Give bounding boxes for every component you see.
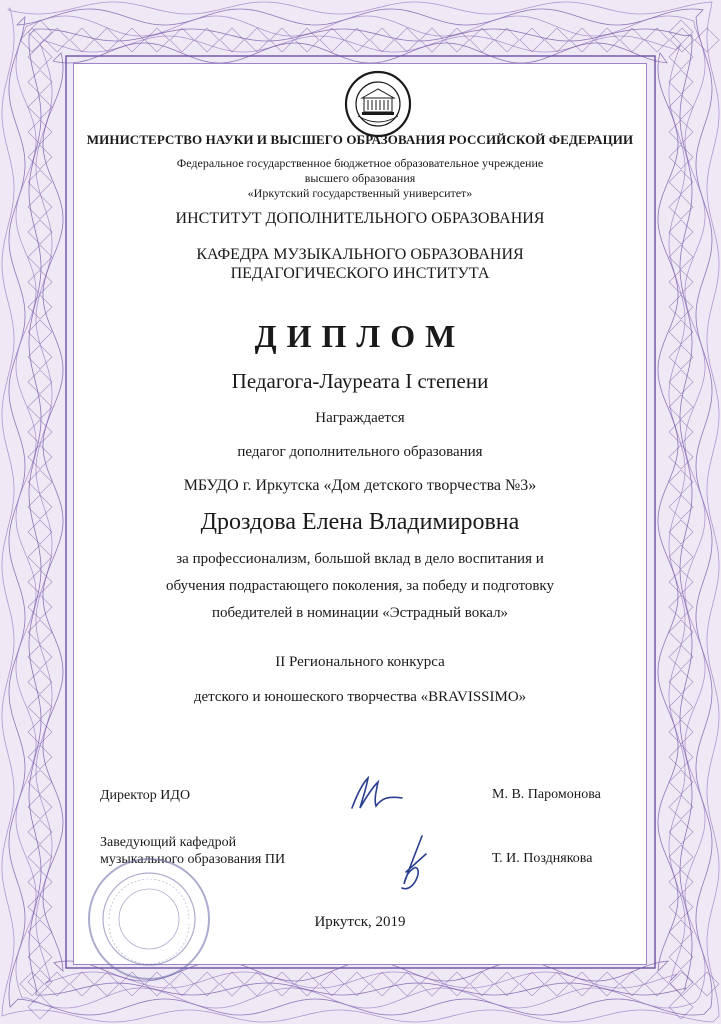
place-and-year: Иркутск, 2019: [314, 914, 406, 930]
signatory-name-director: М. В. Паромонова: [492, 787, 601, 802]
awarded-label: Награждается: [315, 410, 405, 426]
contest-line: II Регионального конкурса: [275, 654, 445, 670]
reason-line: за профессионализм, большой вклад в дело воспитания и: [176, 551, 544, 567]
institution-line: высшего образования: [304, 171, 416, 185]
award-reason: [74, 546, 646, 627]
reason-line: победителей в номинации «Эстрадный вокал»: [211, 605, 509, 621]
institute-name: ИНСТИТУТ ДОПОЛНИТЕЛЬНОГО ОБРАЗОВАНИЯ: [175, 210, 545, 227]
recipient-role: педагог дополнительного образования: [237, 444, 483, 460]
department-line: ПЕДАГОГИЧЕСКОГО ИНСТИТУТА: [230, 265, 490, 282]
signatory-title-line: Заведующий кафедрой: [100, 835, 237, 850]
contest-block: [74, 645, 646, 715]
contest-line: детского и юношеского творчества «BRAVISSIMO»: [193, 689, 527, 705]
signatory-title-director: Директор ИДО: [100, 788, 191, 803]
diploma-title: ДИПЛОМ: [254, 318, 466, 354]
signatory-title-line: музыкального образования ПИ: [100, 852, 286, 867]
recipient-organization: МБУДО г. Иркутска «Дом детского творчества №3»: [183, 477, 537, 494]
head-signature: [392, 832, 432, 894]
diploma-subtitle: Педагога-Лауреата I степени: [231, 369, 489, 393]
university-emblem: [344, 70, 412, 138]
department-line: КАФЕДРА МУЗЫКАЛЬНОГО ОБРАЗОВАНИЯ: [196, 246, 524, 263]
signatory-name-head: Т. И. Позднякова: [492, 851, 593, 866]
institution-line: «Иркутский государственный университет»: [247, 186, 473, 200]
diploma-sheet: [74, 64, 646, 964]
recipient-name: Дроздова Елена Владимировна: [200, 509, 520, 535]
ministry-line: МИНИСТЕРСТВО НАУКИ И ВЫСШЕГО ОБРАЗОВАНИЯ РОССИЙСКОЙ ФЕДЕРАЦИИ: [86, 132, 634, 147]
department-block: [74, 245, 646, 283]
director-signature: [346, 772, 406, 814]
institution-block: [74, 156, 646, 201]
institution-line: Федеральное государственное бюджетное образовательное учреждение: [176, 156, 544, 170]
reason-line: обучения подрастающего поколения, за победу и подготовку: [165, 578, 555, 594]
